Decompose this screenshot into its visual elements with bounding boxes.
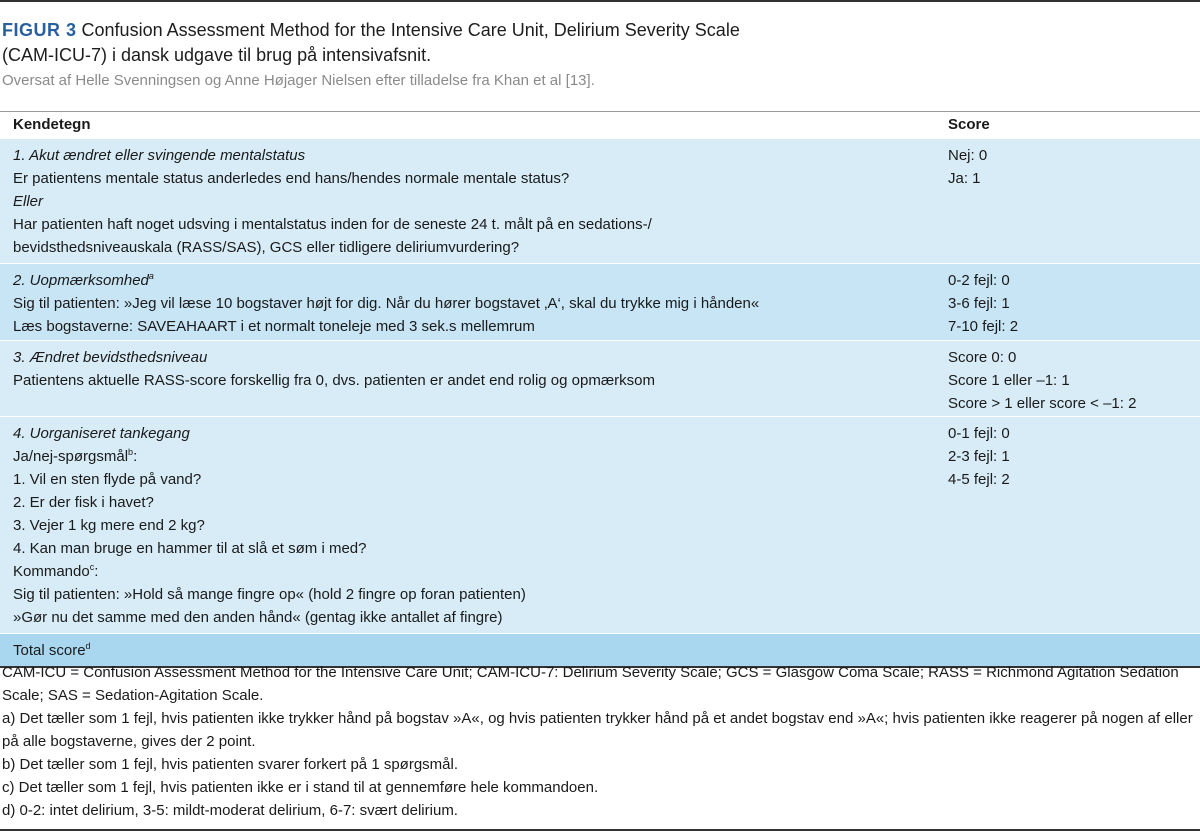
table-row-section-3 <box>0 340 1200 416</box>
score-value: 7-10 fejl: 2 <box>948 318 1019 335</box>
table-row-section-1 <box>0 138 1200 263</box>
table-header-row <box>0 111 1200 138</box>
section-2-score <box>948 269 1198 338</box>
section-2-line: Sig til patienten: »Jeg vil læse 10 bogstaver højt for dig. Når du hører bogstavet ‚A‘, skal du trykke mig i hånden« <box>13 295 760 312</box>
line-suffix: : <box>133 448 138 465</box>
column-header-score: Score <box>948 116 990 133</box>
section-3-feature <box>13 346 933 392</box>
score-value: Nej: 0 <box>948 147 988 164</box>
section-1-feature <box>13 144 933 259</box>
section-4-line: 2. Er der fisk i havet? <box>13 494 154 511</box>
score-value: 2-3 fejl: 1 <box>948 448 1010 465</box>
footnotes <box>2 661 1198 822</box>
section-2-feature <box>13 269 933 338</box>
section-1-line: bevidsthedsniveauskala (RASS/SAS), GCS eller tidligere deliriumvurdering? <box>13 239 520 256</box>
score-value: Score 0: 0 <box>948 349 1017 366</box>
section-4-line: 4. Kan man bruge en hammer til at slå et søm i med? <box>13 540 367 557</box>
score-value: Score > 1 eller score < –1: 2 <box>948 395 1137 412</box>
footnote-d: d) 0-2: intet delirium, 3-5: mildt-moderat delirium, 6-7: svært delirium. <box>2 802 458 819</box>
section-4-line-text: Ja/nej-spørgsmål <box>13 448 129 465</box>
section-1-line: Er patientens mentale status anderledes end hans/hendes normale mentale status? <box>13 170 570 187</box>
section-4-line-text: Kommando <box>13 563 90 580</box>
section-4-line <box>13 560 933 583</box>
section-4-line <box>13 445 933 468</box>
footnote-marker: c <box>89 562 95 572</box>
section-3-line: Patientens aktuelle RASS-score forskellig fra 0, dvs. patienten er andet end rolig og opmærksom <box>13 372 655 389</box>
section-4-score <box>948 422 1198 491</box>
figure-label: FIGUR 3 <box>2 20 77 40</box>
section-3-score <box>948 346 1198 415</box>
section-4-line: Sig til patienten: »Hold så mange fingre op« (hold 2 fingre op foran patienten) <box>13 586 526 603</box>
column-header-feature: Kendetegn <box>13 116 91 133</box>
total-score-text: Total score <box>13 642 86 659</box>
section-4-feature <box>13 422 933 629</box>
line-suffix: : <box>94 563 99 580</box>
score-value: 4-5 fejl: 2 <box>948 471 1010 488</box>
figure-title-line2: (CAM-ICU-7) i dansk udgave til brug på intensivafsnit. <box>2 45 432 65</box>
section-1-heading: 1. Akut ændret eller svingende mentalstatus <box>13 147 306 164</box>
table-row-section-4 <box>0 416 1200 633</box>
footnote-b: b) Det tæller som 1 fejl, hvis patienten svarer forkert på 1 spørgsmål. <box>2 756 459 773</box>
footnote-c: c) Det tæller som 1 fejl, hvis patienten ikke er i stand til at gennemføre hele kommandoen. <box>2 779 599 796</box>
footnote-marker: a <box>148 271 154 281</box>
section-2-heading <box>13 269 933 292</box>
footnote-marker: b <box>128 447 134 457</box>
figure-title-text: Confusion Assessment Method for the Intensive Care Unit, Delirium Severity Scale <box>81 20 740 40</box>
table-row-section-2 <box>0 263 1200 340</box>
footnote-marker: d <box>85 641 91 651</box>
section-1-line: Eller <box>13 193 44 210</box>
cam-icu-table <box>0 111 1200 668</box>
footnote-abbreviations: CAM-ICU = Confusion Assessment Method for the Intensive Care Unit; CAM-ICU-7: Delirium Severity Scale; GCS = Glasgow Coma Scale; RASS = Richmond Agitation Sedation Scale; SAS = Sedation-Agitation Scale. <box>2 664 1179 704</box>
top-rule <box>0 0 1200 2</box>
figure-subtitle: Oversat af Helle Svenningsen og Anne Højager Nielsen efter tilladelse fra Khan et al [13]. <box>2 72 595 89</box>
section-2-heading-text: 2. Uopmærksomhed <box>13 272 149 289</box>
section-2-line: Læs bogstaverne: SAVEAHAART i et normalt toneleje med 3 sek.s mellemrum <box>13 318 535 335</box>
section-1-score <box>948 144 1198 190</box>
figure-title <box>2 18 1192 68</box>
total-score-label <box>13 639 91 662</box>
bottom-rule <box>0 829 1200 831</box>
section-4-line: 1. Vil en sten flyde på vand? <box>13 471 202 488</box>
section-3-heading: 3. Ændret bevidsthedsniveau <box>13 349 208 366</box>
section-4-heading: 4. Uorganiseret tankegang <box>13 425 190 442</box>
figure-caption <box>2 18 1192 91</box>
score-value: Score 1 eller –1: 1 <box>948 372 1070 389</box>
section-4-line: »Gør nu det samme med den anden hånd« (gentag ikke antallet af fingre) <box>13 609 503 626</box>
score-value: 0-2 fejl: 0 <box>948 272 1010 289</box>
section-4-line: 3. Vejer 1 kg mere end 2 kg? <box>13 517 205 534</box>
footnote-a: a) Det tæller som 1 fejl, hvis patienten ikke trykker hånd på bogstav »A«, og hvis patienten trykker hånd på et andet bogstav end »A«; hvis patienten ikke reagerer på nogen af eller på alle bogstaverne, gives der 2 point. <box>2 710 1193 750</box>
score-value: 3-6 fejl: 1 <box>948 295 1010 312</box>
score-value: 0-1 fejl: 0 <box>948 425 1010 442</box>
section-1-line: Har patienten haft noget udsving i mentalstatus inden for de seneste 24 t. målt på en sedations-/ <box>13 216 652 233</box>
score-value: Ja: 1 <box>948 170 981 187</box>
